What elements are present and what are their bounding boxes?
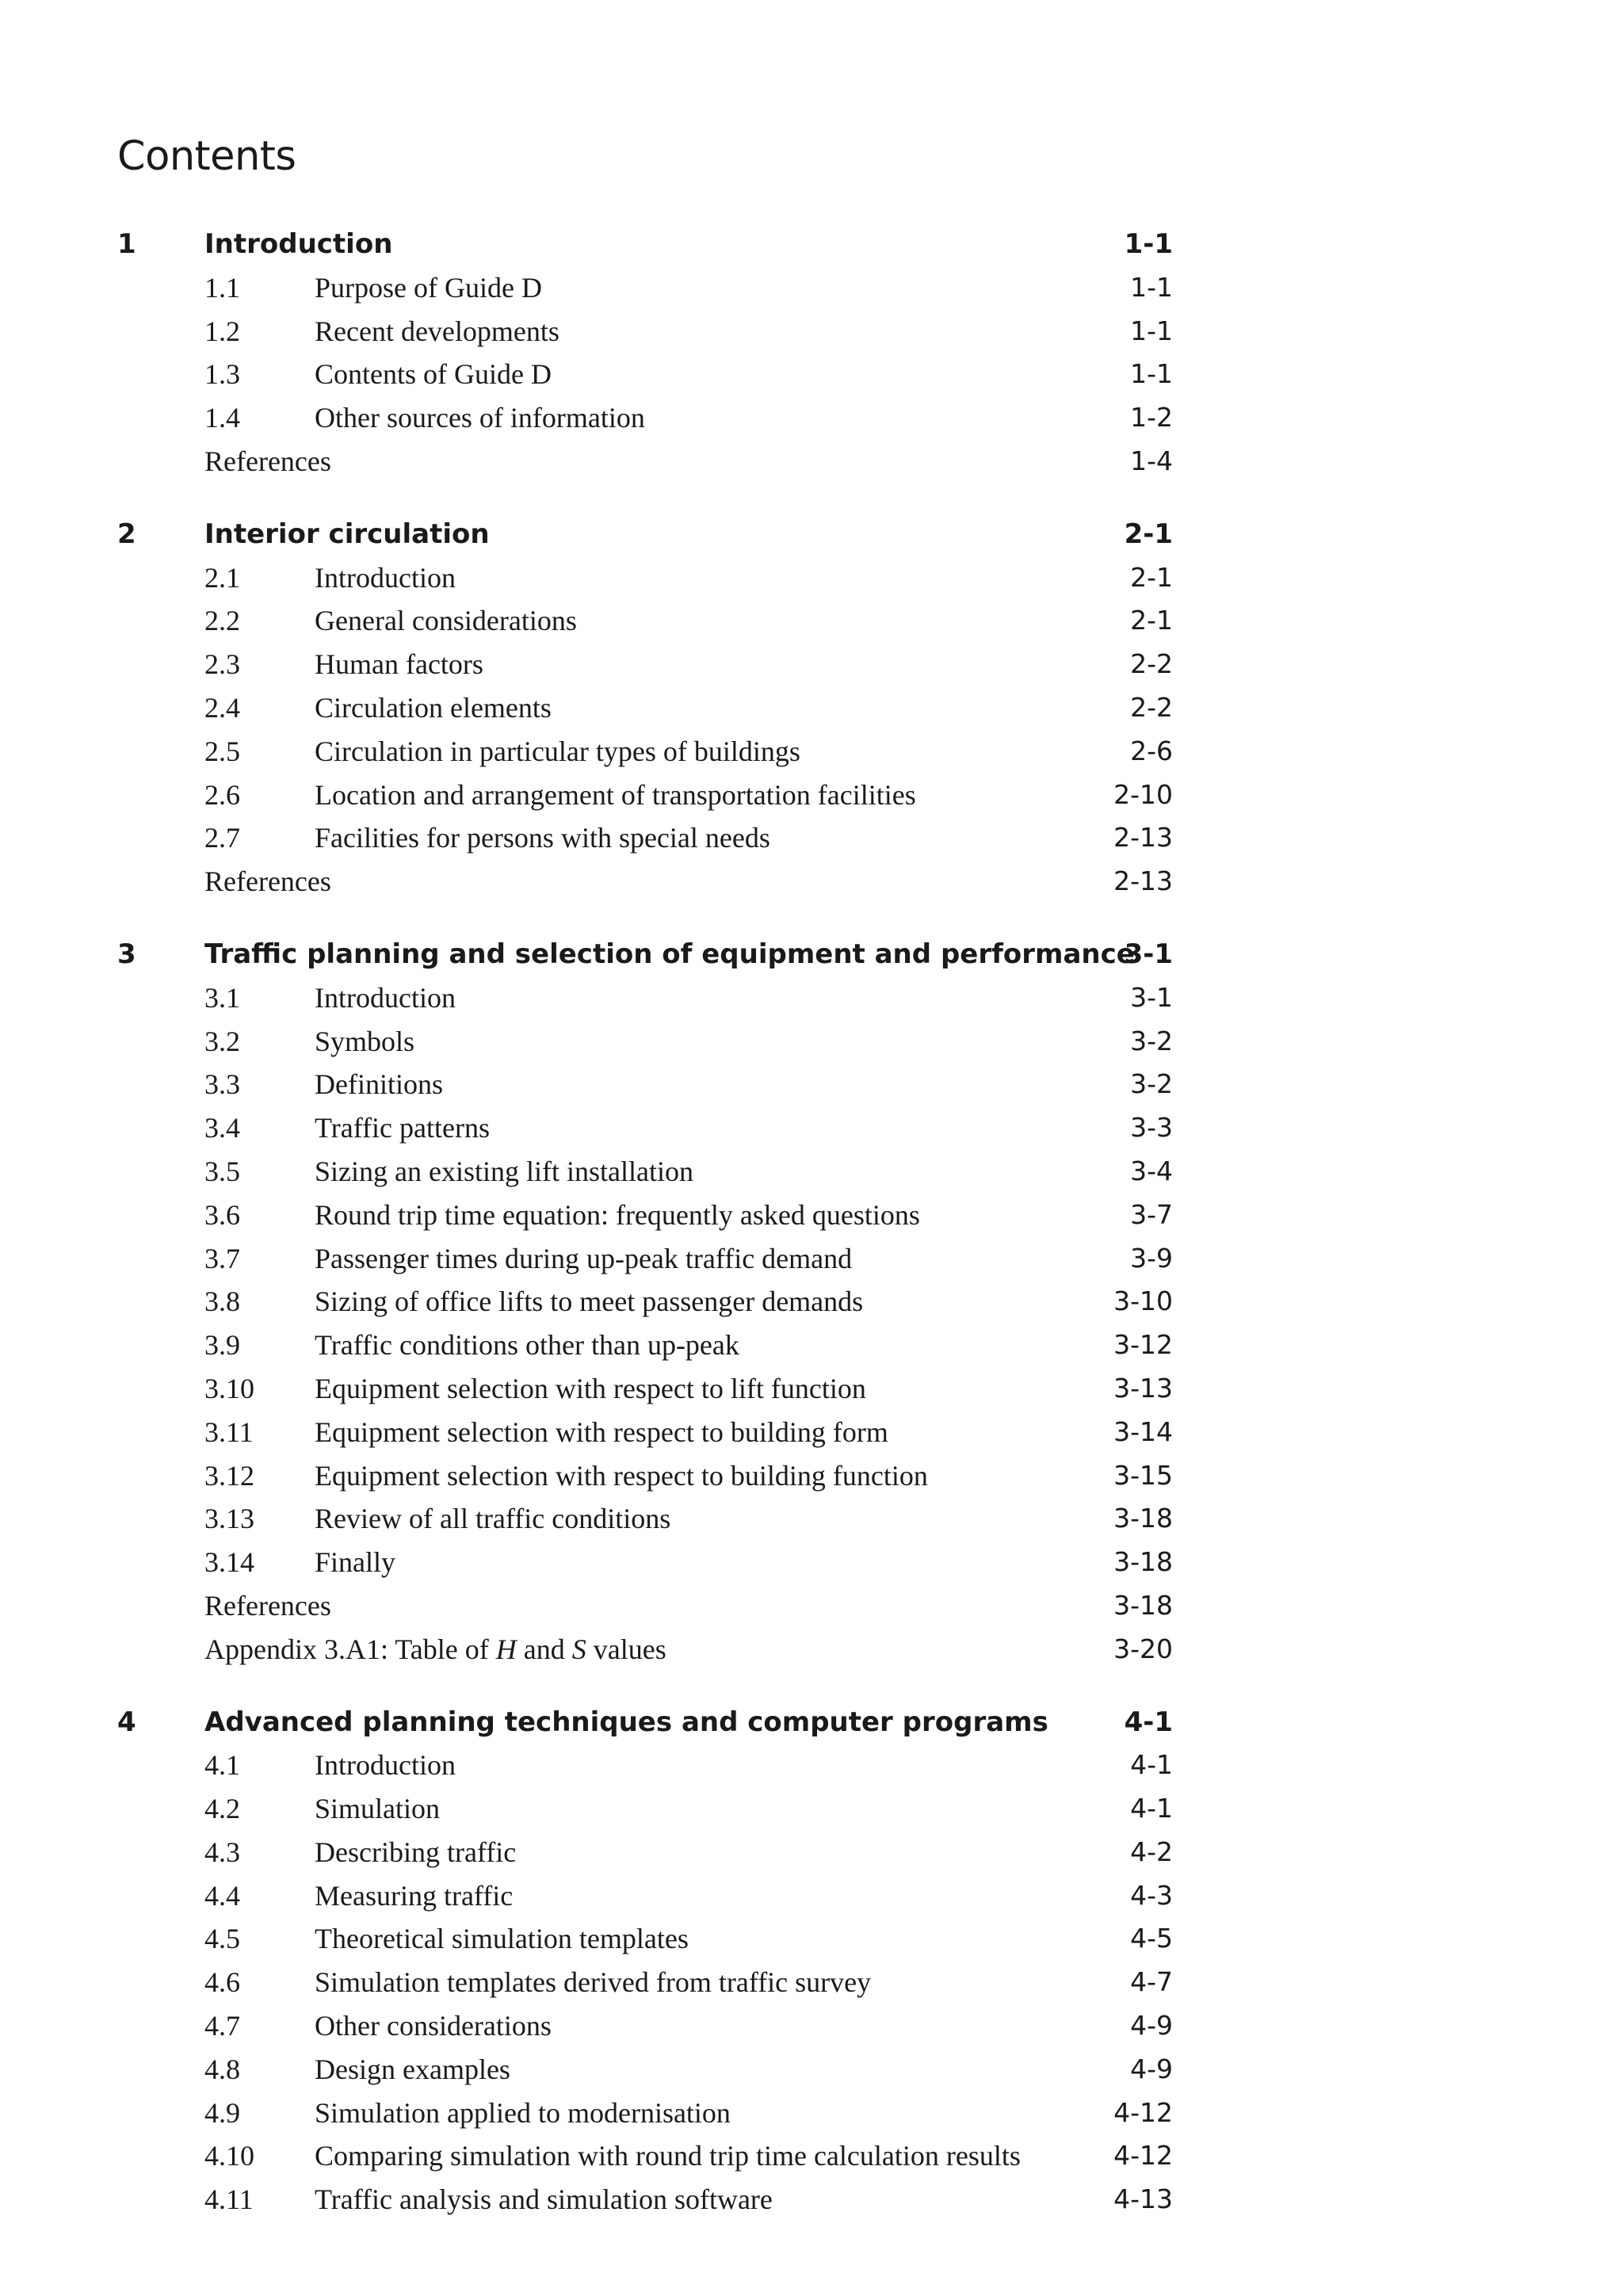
section-title: Round trip time equation: frequently asked questions	[315, 1198, 920, 1231]
references-title: References	[204, 865, 331, 898]
section-number: 1.2	[204, 315, 240, 347]
section-number: 3.14	[204, 1546, 254, 1579]
section-page-ref: 4-1	[1130, 1749, 1173, 1781]
section-page-ref: 4-12	[1113, 2096, 1173, 2128]
section-page-ref: 4-7	[1130, 1966, 1173, 1998]
references-title: References	[204, 1589, 331, 1622]
section-entry[interactable]	[117, 1237, 1173, 1281]
section-title: Sizing an existing lift installation	[315, 1155, 693, 1187]
section-number: 3.4	[204, 1112, 240, 1144]
section-entry[interactable]	[117, 1150, 1173, 1194]
section-page-ref: 2-1	[1130, 605, 1173, 636]
section-page-ref: 4-1	[1130, 1793, 1173, 1824]
section-number: 2.2	[204, 605, 240, 637]
section-number: 2.7	[204, 822, 240, 854]
section-entry[interactable]	[117, 1454, 1173, 1498]
section-number: 3.1	[204, 981, 240, 1014]
section-entry[interactable]	[117, 1744, 1173, 1787]
section-title: Location and arrangement of transportation facilities	[315, 778, 916, 811]
page-title: Contents	[117, 133, 296, 180]
section-title: Definitions	[315, 1068, 443, 1101]
chapter-title: Introduction	[204, 228, 393, 260]
section-number: 4.5	[204, 1923, 240, 1955]
section-entry[interactable]	[117, 1541, 1173, 1584]
section-title: Describing traffic	[315, 1836, 517, 1868]
section-number: 3.3	[204, 1068, 240, 1101]
section-page-ref: 3-15	[1113, 1459, 1173, 1491]
section-number: 3.12	[204, 1459, 254, 1492]
section-number: 1.3	[204, 358, 240, 391]
section-page-ref: 3-1	[1130, 981, 1173, 1013]
section-number: 3.10	[204, 1372, 254, 1404]
section-title: Comparing simulation with round trip time calculation results	[315, 2140, 1021, 2172]
chapter-page-ref: 1-1	[1124, 228, 1173, 260]
section-title: Introduction	[315, 1749, 456, 1782]
section-number: 4.11	[204, 2183, 254, 2216]
chapter-number: 1	[117, 228, 136, 260]
section-page-ref: 3-12	[1113, 1329, 1173, 1361]
section-title: Facilities for persons with special needs	[315, 822, 770, 854]
section-entry[interactable]	[117, 2134, 1173, 2178]
section-title: Contents of Guide D	[315, 358, 552, 391]
section-number: 3.11	[204, 1415, 254, 1448]
section-title: Circulation in particular types of buildings	[315, 735, 800, 767]
section-title: Equipment selection with respect to lift function	[315, 1372, 866, 1404]
section-title: Purpose of Guide D	[315, 271, 542, 304]
chapter-block	[117, 933, 1173, 1671]
section-page-ref: 4-13	[1113, 2183, 1173, 2215]
section-title: Traffic conditions other than up-peak	[315, 1329, 739, 1362]
section-title: Review of all traffic conditions	[315, 1503, 671, 1535]
chapter-number: 4	[117, 1706, 136, 1738]
references-entry[interactable]	[117, 1584, 1173, 1628]
section-entry[interactable]	[117, 599, 1173, 643]
section-title: Recent developments	[315, 315, 559, 347]
chapter-heading[interactable]	[117, 223, 1173, 266]
section-title: Traffic analysis and simulation software	[315, 2183, 773, 2216]
section-entry[interactable]	[117, 816, 1173, 860]
section-number: 3.9	[204, 1329, 240, 1362]
chapter-heading[interactable]	[117, 1701, 1173, 1744]
section-title: Sizing of office lifts to meet passenger demands	[315, 1286, 864, 1318]
appendix-page-ref: 3-20	[1113, 1633, 1173, 1664]
section-number: 4.8	[204, 2053, 240, 2085]
section-entry[interactable]	[117, 2092, 1173, 2135]
section-title: Simulation templates derived from traffic survey	[315, 1966, 872, 1999]
section-title: Equipment selection with respect to building form	[315, 1415, 888, 1448]
section-title: Passenger times during up-peak traffic demand	[315, 1242, 853, 1274]
section-entry[interactable]	[117, 2048, 1173, 2092]
section-page-ref: 3-18	[1113, 1503, 1173, 1534]
contents-page	[117, 133, 1173, 2251]
references-entry[interactable]	[117, 860, 1173, 904]
chapter-number: 2	[117, 518, 136, 550]
section-title: Other considerations	[315, 2010, 552, 2042]
section-number: 4.3	[204, 1836, 240, 1868]
section-number: 3.6	[204, 1198, 240, 1231]
section-entry[interactable]	[117, 1280, 1173, 1324]
chapter-title: Advanced planning techniques and computer programs	[204, 1706, 1048, 1738]
section-page-ref: 2-2	[1130, 648, 1173, 680]
section-entry[interactable]	[117, 976, 1173, 1020]
section-entry[interactable]	[117, 266, 1173, 310]
section-entry[interactable]	[117, 1917, 1173, 1961]
chapter-page-ref: 3-1	[1124, 938, 1173, 970]
section-page-ref: 1-1	[1130, 271, 1173, 303]
references-page-ref: 3-18	[1113, 1589, 1173, 1621]
section-entry[interactable]	[117, 643, 1173, 686]
chapter-block	[117, 223, 1173, 483]
section-number: 3.7	[204, 1242, 240, 1274]
section-number: 3.2	[204, 1025, 240, 1057]
section-number: 2.4	[204, 691, 240, 724]
section-title: Circulation elements	[315, 691, 552, 724]
section-entry[interactable]	[117, 1831, 1173, 1874]
section-title: Introduction	[315, 561, 456, 594]
appendix-title: Appendix 3.A1: Table of H and S values	[204, 1633, 666, 1665]
section-page-ref: 4-9	[1130, 2010, 1173, 2042]
section-title: Simulation applied to modernisation	[315, 2096, 731, 2129]
section-number: 2.1	[204, 561, 240, 594]
section-title: Theoretical simulation templates	[315, 1923, 689, 1955]
chapter-page-ref: 2-1	[1124, 518, 1173, 550]
section-page-ref: 3-2	[1130, 1025, 1173, 1056]
section-page-ref: 2-1	[1130, 561, 1173, 593]
section-page-ref: 3-4	[1130, 1155, 1173, 1186]
section-number: 3.13	[204, 1503, 254, 1535]
section-entry[interactable]	[117, 353, 1173, 396]
chapter-title: Interior circulation	[204, 518, 490, 550]
section-entry[interactable]	[117, 556, 1173, 600]
section-title: Equipment selection with respect to building function	[315, 1459, 928, 1492]
section-page-ref: 2-10	[1113, 778, 1173, 810]
section-page-ref: 2-13	[1113, 822, 1173, 854]
section-page-ref: 3-9	[1130, 1242, 1173, 1274]
section-title: Symbols	[315, 1025, 415, 1057]
section-number: 1.1	[204, 271, 240, 304]
section-title: Introduction	[315, 981, 456, 1014]
chapter-page-ref: 4-1	[1124, 1706, 1173, 1738]
section-number: 2.5	[204, 735, 240, 767]
section-entry[interactable]	[117, 396, 1173, 440]
section-entry[interactable]	[117, 2178, 1173, 2222]
section-entry[interactable]	[117, 774, 1173, 817]
section-title: Finally	[315, 1546, 396, 1579]
section-number: 3.5	[204, 1155, 240, 1187]
references-title: References	[204, 445, 331, 477]
section-entry[interactable]	[117, 310, 1173, 353]
section-entry[interactable]	[117, 686, 1173, 730]
chapter-number: 3	[117, 938, 136, 970]
appendix-entry[interactable]	[117, 1628, 1173, 1671]
section-title: Traffic patterns	[315, 1112, 490, 1144]
section-number: 4.6	[204, 1966, 240, 1999]
section-entry[interactable]	[117, 1961, 1173, 2004]
section-title: General considerations	[315, 605, 577, 637]
section-page-ref: 2-2	[1130, 691, 1173, 723]
references-entry[interactable]	[117, 440, 1173, 483]
section-entry[interactable]	[117, 1367, 1173, 1411]
section-number: 4.2	[204, 1793, 240, 1825]
section-number: 1.4	[204, 402, 240, 434]
section-entry[interactable]	[117, 730, 1173, 774]
section-number: 2.6	[204, 778, 240, 811]
section-entry[interactable]	[117, 1411, 1173, 1454]
section-number: 4.4	[204, 1879, 240, 1912]
section-page-ref: 3-13	[1113, 1372, 1173, 1404]
chapter-heading[interactable]	[117, 933, 1173, 976]
section-page-ref: 4-5	[1130, 1923, 1173, 1954]
section-entry[interactable]	[117, 1063, 1173, 1106]
section-page-ref: 1-1	[1130, 315, 1173, 346]
references-page-ref: 2-13	[1113, 865, 1173, 897]
section-page-ref: 4-12	[1113, 2140, 1173, 2172]
section-page-ref: 2-6	[1130, 735, 1173, 766]
chapter-block	[117, 1701, 1173, 2222]
section-title: Measuring traffic	[315, 1879, 514, 1912]
section-page-ref: 4-2	[1130, 1836, 1173, 1867]
references-page-ref: 1-4	[1130, 445, 1173, 476]
section-page-ref: 1-2	[1130, 402, 1173, 434]
section-entry[interactable]	[117, 1497, 1173, 1541]
section-title: Other sources of information	[315, 402, 645, 434]
section-page-ref: 4-3	[1130, 1879, 1173, 1911]
section-title: Simulation	[315, 1793, 441, 1825]
section-number: 4.9	[204, 2096, 240, 2129]
section-number: 4.10	[204, 2140, 254, 2172]
section-page-ref: 3-18	[1113, 1546, 1173, 1578]
chapter-block	[117, 513, 1173, 904]
chapter-title: Traffic planning and selection of equipment and performance	[204, 938, 1135, 970]
section-entry[interactable]	[117, 1106, 1173, 1150]
section-entry[interactable]	[117, 1324, 1173, 1367]
section-number: 2.3	[204, 648, 240, 681]
section-page-ref: 1-1	[1130, 358, 1173, 390]
section-page-ref: 3-14	[1113, 1415, 1173, 1447]
section-number: 4.7	[204, 2010, 240, 2042]
section-page-ref: 3-10	[1113, 1286, 1173, 1317]
section-title: Human factors	[315, 648, 483, 681]
section-entry[interactable]	[117, 1874, 1173, 1918]
section-entry[interactable]	[117, 2004, 1173, 2048]
section-title: Design examples	[315, 2053, 510, 2085]
section-entry[interactable]	[117, 1020, 1173, 1064]
chapter-heading[interactable]	[117, 513, 1173, 556]
section-number: 4.1	[204, 1749, 240, 1782]
section-number: 3.8	[204, 1286, 240, 1318]
section-page-ref: 3-3	[1130, 1112, 1173, 1144]
table-of-contents	[117, 223, 1173, 2222]
section-page-ref: 4-9	[1130, 2053, 1173, 2084]
section-entry[interactable]	[117, 1194, 1173, 1237]
section-page-ref: 3-2	[1130, 1068, 1173, 1100]
section-page-ref: 3-7	[1130, 1198, 1173, 1230]
section-entry[interactable]	[117, 1787, 1173, 1831]
